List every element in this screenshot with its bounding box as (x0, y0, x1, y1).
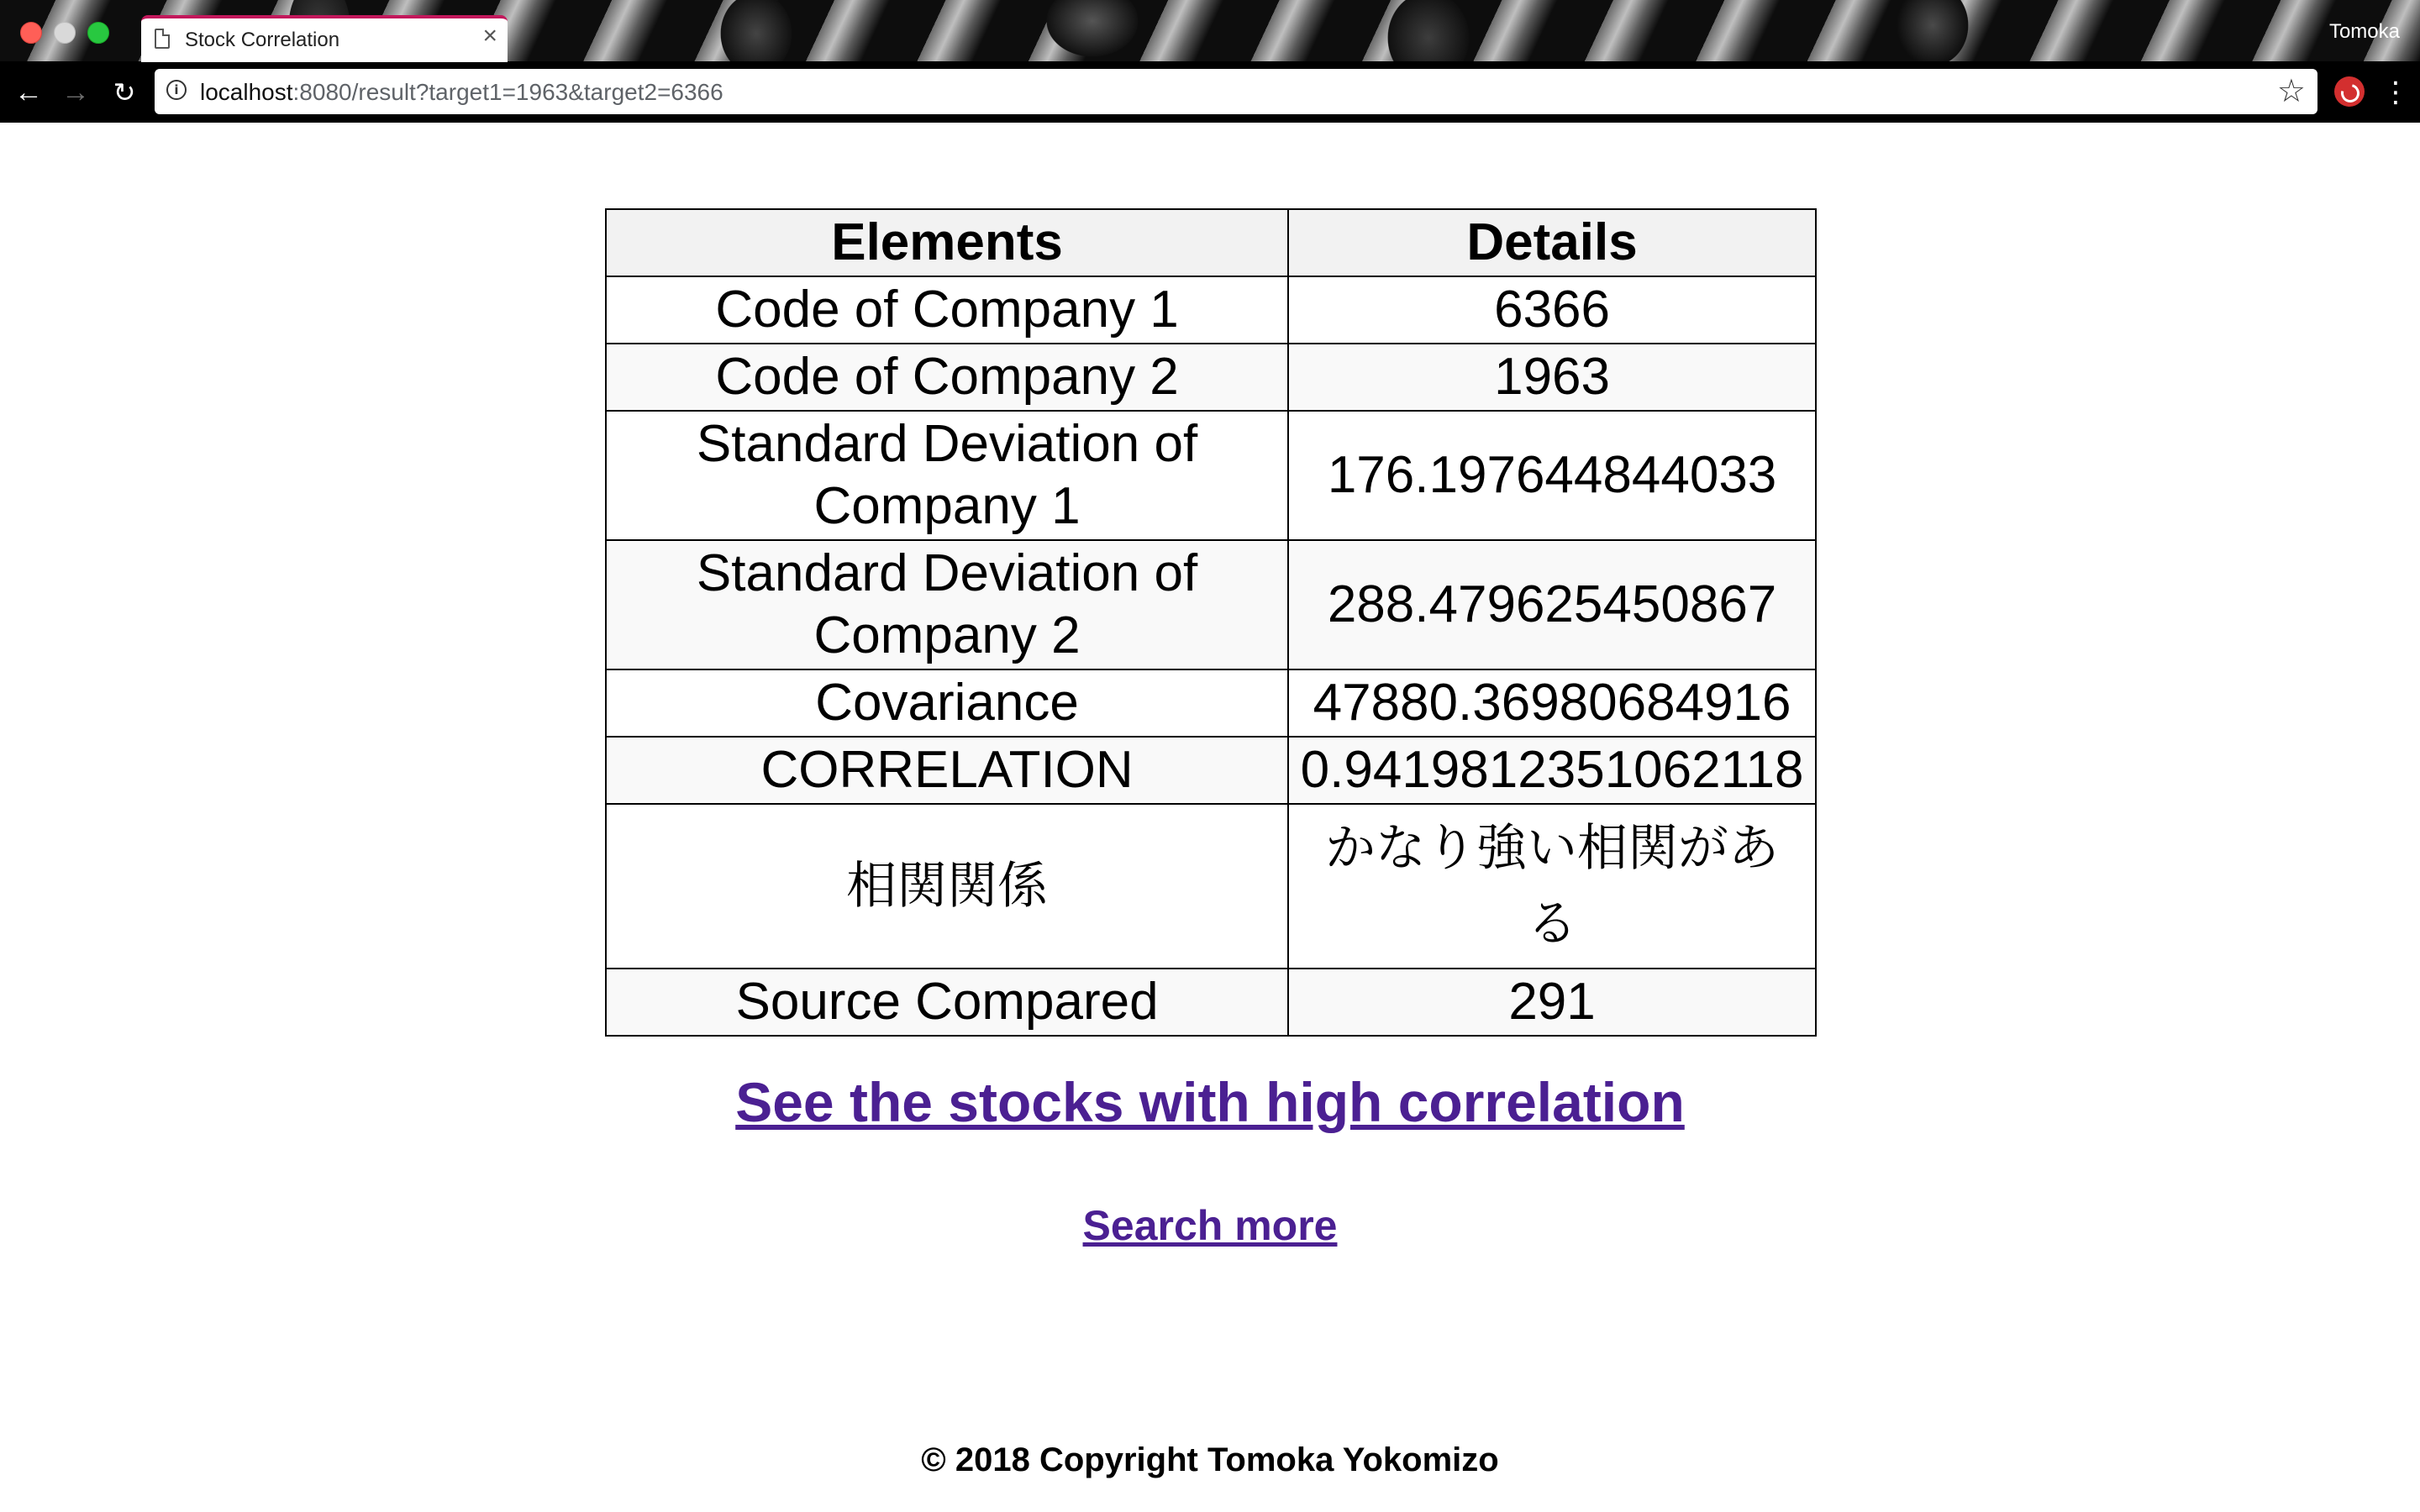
row-element-company1-code: Code of Company 1 (606, 276, 1288, 344)
row-element-company2-stddev: Standard Deviation of Company 2 (606, 540, 1288, 669)
row-detail-relationship: かなり強い相関がある (1288, 804, 1816, 969)
back-arrow-icon[interactable]: ← (14, 76, 43, 108)
document-icon (155, 29, 170, 49)
url-path: :8080/result?target1=1963&target2=6366 (292, 79, 723, 105)
browser-toolbar (0, 62, 2420, 123)
row-detail-company2-code: 1963 (1288, 344, 1816, 411)
extension-icon[interactable] (2334, 76, 2365, 107)
bookmark-star-icon[interactable]: ☆ (2276, 74, 2306, 109)
row-detail-company1-stddev: 176.197644844033 (1288, 411, 1816, 540)
close-tab-icon[interactable]: × (482, 22, 497, 50)
profile-name[interactable]: Tomoka (2328, 20, 2400, 43)
row-element-company2-code: Code of Company 2 (606, 344, 1288, 411)
table-row (606, 737, 1816, 804)
row-element-covariance: Covariance (606, 669, 1288, 737)
row-detail-source-compared: 291 (1288, 969, 1816, 1036)
row-detail-covariance: 47880.36980684916 (1288, 669, 1816, 737)
header-elements: Elements (606, 209, 1288, 276)
table-row (606, 669, 1816, 737)
high-correlation-link[interactable]: See the stocks with high correlation (735, 1071, 1685, 1133)
url-host: localhost (200, 79, 293, 105)
table-row (606, 276, 1816, 344)
search-more-link[interactable]: Search more (1082, 1202, 1338, 1249)
window-titlebar (0, 0, 2420, 62)
info-icon[interactable]: i (166, 80, 187, 100)
page-content (0, 123, 2420, 1512)
close-window-button[interactable] (20, 22, 42, 44)
minimize-window-button[interactable] (54, 22, 76, 44)
table-row (606, 969, 1816, 1036)
table-row (606, 344, 1816, 411)
row-detail-company1-code: 6366 (1288, 276, 1816, 344)
row-element-correlation: CORRELATION (606, 737, 1288, 804)
maximize-window-button[interactable] (87, 22, 109, 44)
row-element-source-compared: Source Compared (606, 969, 1288, 1036)
copyright-footer: © 2018 Copyright Tomoka Yokomizo (921, 1441, 1499, 1478)
table-header-row (606, 209, 1816, 276)
row-element-relationship: 相関関係 (606, 804, 1288, 969)
table-row (606, 804, 1816, 969)
row-detail-correlation: 0.9419812351062118 (1288, 737, 1816, 804)
forward-arrow-icon[interactable]: → (61, 76, 90, 108)
address-bar[interactable] (155, 69, 2317, 114)
row-detail-company2-stddev: 288.479625450867 (1288, 540, 1816, 669)
row-element-company1-stddev: Standard Deviation of Company 1 (606, 411, 1288, 540)
results-table (605, 208, 1817, 1037)
reload-icon[interactable]: ↻ (113, 77, 136, 108)
table-row (606, 411, 1816, 540)
tab-stock-correlation[interactable] (141, 15, 508, 62)
table-row (606, 540, 1816, 669)
url-text[interactable] (200, 79, 723, 106)
header-details: Details (1288, 209, 1816, 276)
tab-title: Stock Correlation (185, 29, 340, 51)
browser-menu-icon[interactable]: ⋮ (2381, 76, 2410, 108)
